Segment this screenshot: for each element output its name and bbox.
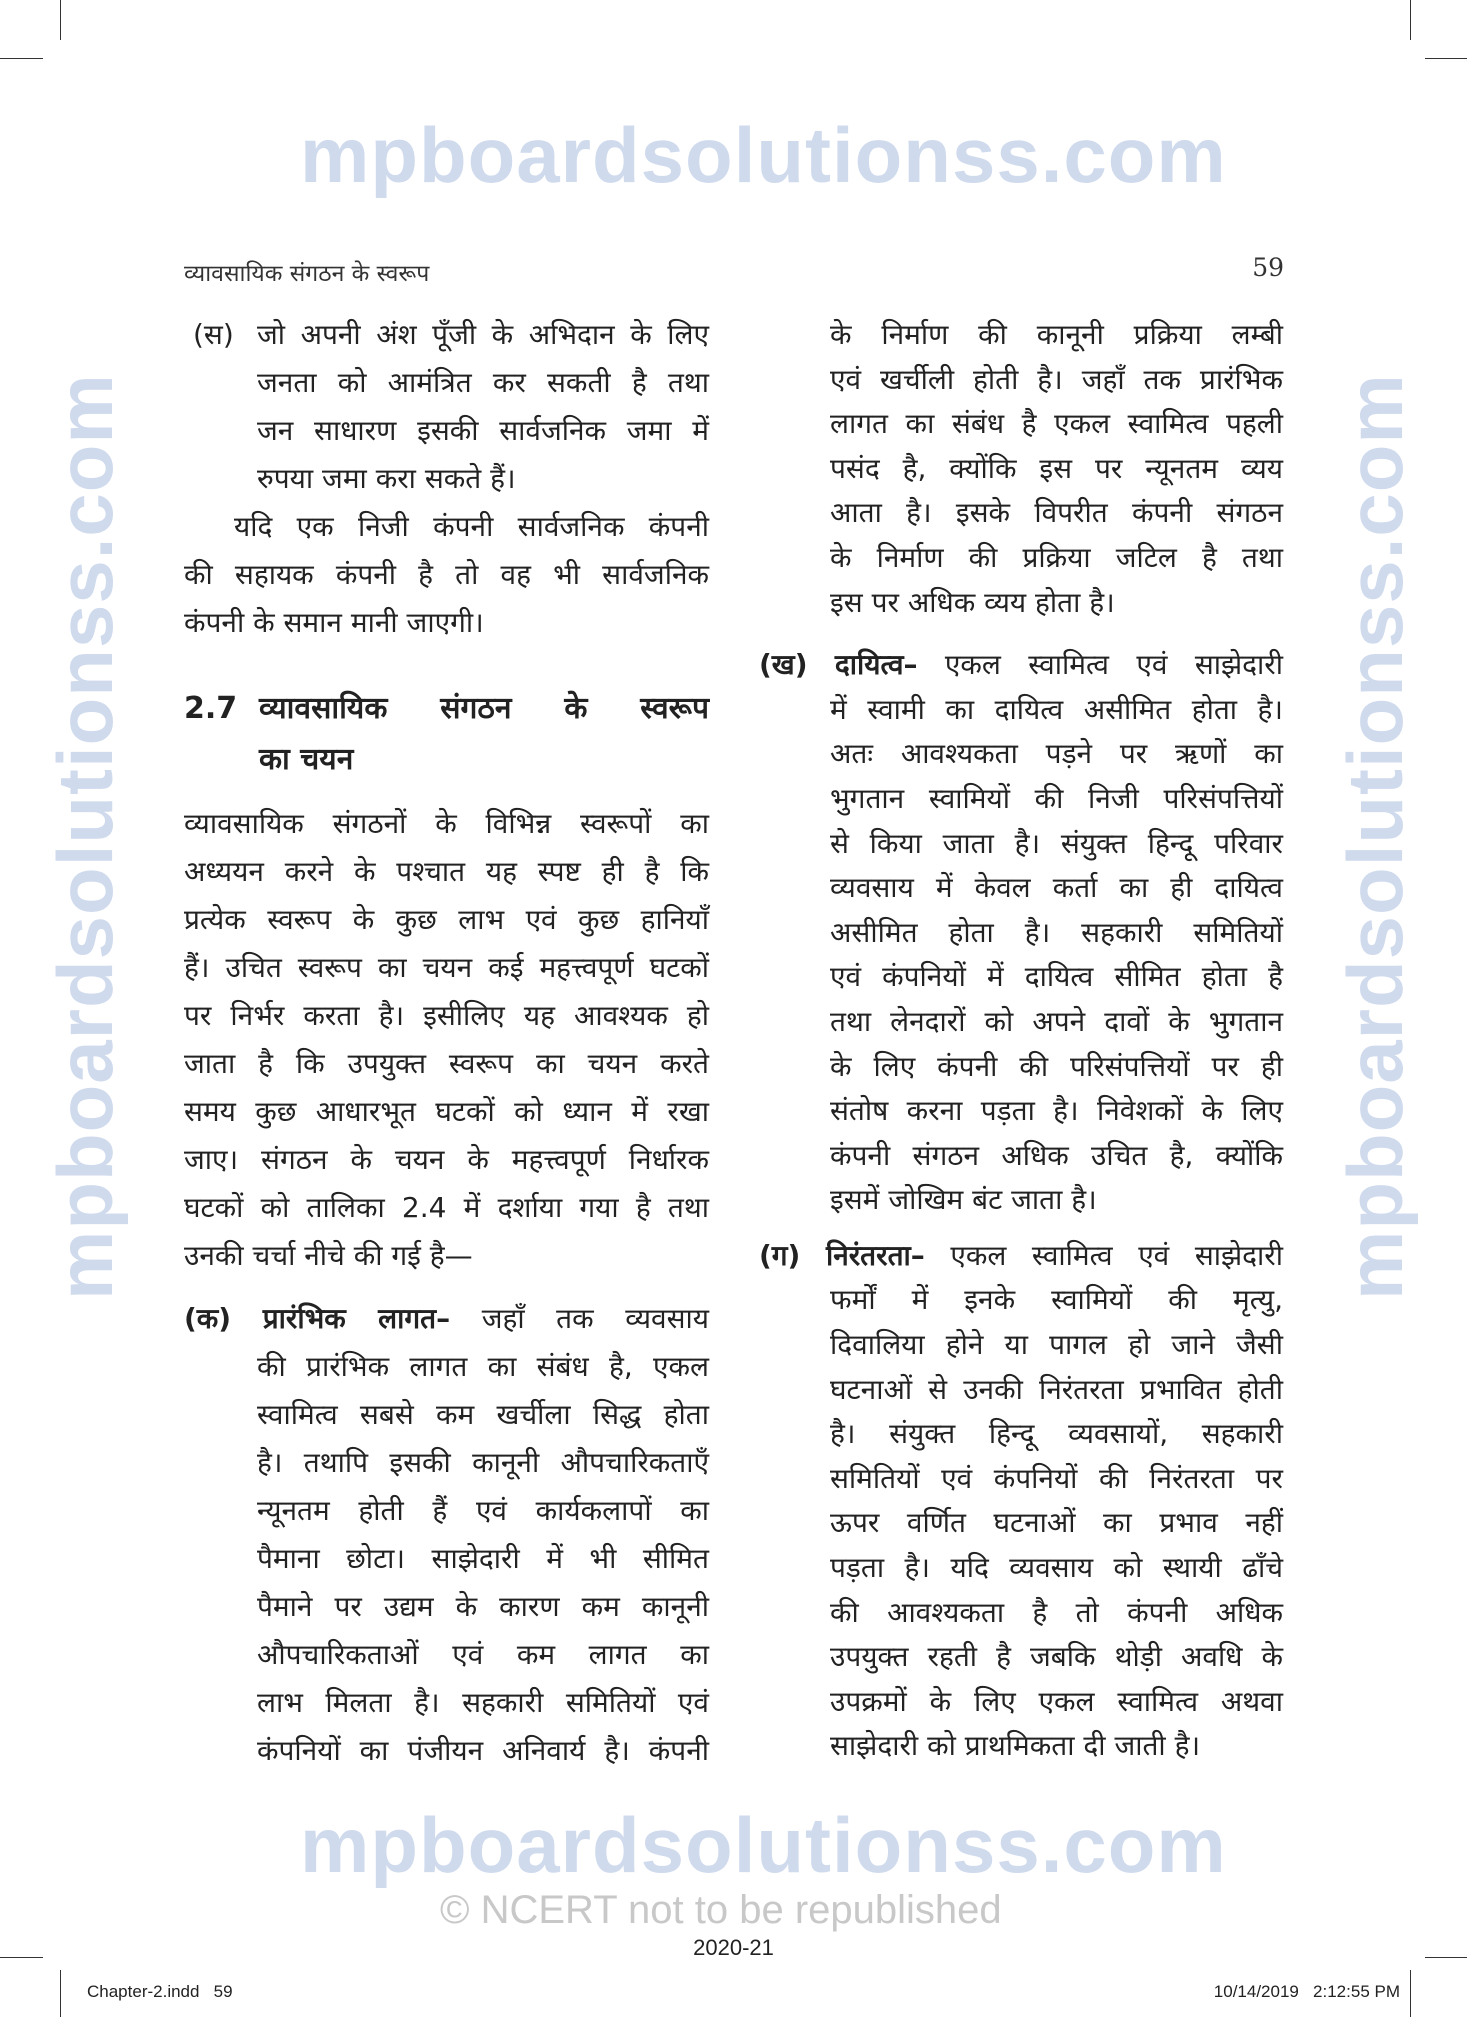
text-line: पैमाने पर उद्यम के कारण कम कानूनी <box>257 1590 709 1623</box>
text-line: दिवालिया होने या पागल हो जाने जैसी <box>830 1328 1283 1362</box>
text-line: प्रत्येक स्वरूप के कुछ लाभ एवं कुछ हानियाँ <box>184 903 709 936</box>
item-label: (स) <box>193 318 234 351</box>
text-line: अध्ययन करने के पश्चात यह स्पष्ट ही है कि <box>184 855 709 888</box>
text-line: घटनाओं से उनकी निरंतरता प्रभावित होती <box>830 1372 1283 1406</box>
text-line: उपयुक्त रहती है जबकि थोड़ी अवधि के <box>830 1640 1283 1674</box>
text-line: घटकों को तालिका 2.4 में दर्शाया गया है तथा <box>184 1191 709 1224</box>
paragraph <box>184 503 709 647</box>
text-line: फर्मों में इनके स्वामियों की मृत्यु, <box>830 1283 1283 1317</box>
text-line: से किया जाता है। संयुक्त हिन्दू परिवार <box>830 826 1283 860</box>
text-line: की आवश्यकता है तो कंपनी अधिक <box>830 1595 1283 1629</box>
section-number: 2.7 <box>184 691 238 726</box>
item-title: दायित्व– <box>834 648 918 682</box>
site-watermark: mpboardsolutionss.com <box>1331 373 1419 1300</box>
item-text: एकल स्वामित्व एवं साझेदारी <box>950 1238 1283 1272</box>
site-watermark: mpboardsolutionss.com <box>300 1801 1227 1889</box>
text-line: की प्रारंभिक लागत का संबंध है, एकल <box>257 1350 709 1383</box>
text-line: है। संयुक्त हिन्दू व्यवसायों, सहकारी <box>830 1417 1283 1451</box>
paragraph <box>184 800 709 1280</box>
text-line: उनकी चर्चा नीचे की गई है— <box>184 1239 473 1272</box>
text-line: जनता को आमंत्रित कर सकती है तथा <box>257 366 709 399</box>
running-title: व्यावसायिक संगठन के स्वरूप <box>184 261 430 287</box>
text-line: कंपनियों का पंजीयन अनिवार्य है। कंपनी <box>257 1734 709 1767</box>
item-label: (ख) <box>759 648 808 682</box>
text-line: पड़ता है। यदि व्यवसाय को स्थायी ढाँचे <box>830 1551 1283 1585</box>
item-s-text <box>257 311 709 503</box>
text-line: एवं कंपनियों में दायित्व सीमित होता है <box>830 960 1283 994</box>
text-line: जाता है कि उपयुक्त स्वरूप का चयन करते <box>184 1047 709 1080</box>
text-line: संतोष करना पड़ता है। निवेशकों के लिए <box>830 1094 1283 1128</box>
crop-mark <box>1410 1970 1411 2017</box>
text-line: इसमें जोखिम बंट जाता है। <box>830 1183 1097 1217</box>
section-heading <box>184 683 709 785</box>
ncert-watermark: © NCERT not to be republished <box>440 1888 1002 1932</box>
item-text: एकल स्वामित्व एवं साझेदारी <box>944 648 1283 682</box>
text-line: लाभ मिलता है। सहकारी समितियों एवं <box>257 1686 709 1719</box>
text-line: व्यवसाय में केवल कर्ता का ही दायित्व <box>830 871 1283 905</box>
right-column <box>759 313 1283 1769</box>
page-number: 59 <box>1252 253 1284 282</box>
text-line: असीमित होता है। सहकारी समितियों <box>830 915 1283 949</box>
academic-year: 2020-21 <box>693 1935 774 1960</box>
item-g <box>759 1234 1283 1769</box>
section-title-line: का चयन <box>259 742 354 777</box>
crop-mark <box>60 1970 61 2017</box>
text-line: तथा लेनदारों को अपने दावों के भुगतान <box>830 1004 1283 1038</box>
text-line: के निर्माण की प्रक्रिया जटिल है तथा <box>830 540 1283 574</box>
item-label: (ग) <box>759 1238 801 1272</box>
item-title: प्रारंभिक लागत– <box>262 1302 451 1335</box>
slug-file: Chapter-2.indd 59 <box>87 1982 233 2001</box>
text-line: साझेदारी को प्राथमिकता दी जाती है। <box>830 1729 1201 1763</box>
text-line: की सहायक कंपनी है तो वह भी सार्वजनिक <box>184 558 709 591</box>
text-line: समय कुछ आधारभूत घटकों को ध्यान में रखा <box>184 1095 709 1128</box>
text-line: समितियों एवं कंपनियों की निरंतरता पर <box>830 1461 1283 1495</box>
text-line: भुगतान स्वामियों की निजी परिसंपत्तियों <box>830 781 1283 815</box>
text-line: कंपनी संगठन अधिक उचित है, क्योंकि <box>830 1138 1283 1172</box>
text-line: के निर्माण की कानूनी प्रक्रिया लम्बी <box>830 318 1283 351</box>
crop-mark <box>1410 0 1411 40</box>
item-g-text <box>759 1278 1283 1769</box>
site-watermark: mpboardsolutionss.com <box>41 373 129 1300</box>
text-line: यदि एक निजी कंपनी सार्वजनिक कंपनी <box>234 510 709 543</box>
item-kh-text <box>759 688 1283 1223</box>
text-line: है। तथापि इसकी कानूनी औपचारिकताएँ <box>257 1446 709 1479</box>
text-line: औपचारिकताओं एवं कम लागत का <box>257 1638 709 1671</box>
text-line: हैं। उचित स्वरूप का चयन कई महत्त्वपूर्ण घटकों <box>184 951 709 984</box>
text-line: एवं खर्चीली होती है। जहाँ तक प्रारंभिक <box>830 362 1283 396</box>
text-line: के लिए कंपनी की परिसंपत्तियों पर ही <box>830 1049 1283 1083</box>
item-text: जहाँ तक व्यवसाय <box>481 1302 710 1335</box>
item-s <box>184 311 709 503</box>
text-line: रुपया जमा करा सकते हैं। <box>257 462 516 495</box>
text-line: पर निर्भर करता है। इसीलिए यह आवश्यक हो <box>184 999 709 1032</box>
text-line: इस पर अधिक व्यय होता है। <box>830 585 1115 619</box>
crop-mark <box>1425 58 1467 59</box>
text-line: में स्वामी का दायित्व असीमित होता है। <box>830 692 1283 726</box>
paragraph <box>759 313 1283 625</box>
item-kh <box>759 643 1283 1223</box>
item-title: निरंतरता– <box>825 1238 925 1272</box>
item-k <box>184 1295 709 1775</box>
text-line: पसंद है, क्योंकि इस पर न्यूनतम व्यय <box>830 451 1283 485</box>
text-line: अतः आवश्यकता पड़ने पर ऋणों का <box>830 737 1283 771</box>
text-line: न्यूनतम होती हैं एवं कार्यकलापों का <box>257 1494 709 1527</box>
text-line: ऊपर वर्णित घटनाओं का प्रभाव नहीं <box>830 1506 1283 1540</box>
text-line: जाए। संगठन के चयन के महत्त्वपूर्ण निर्धारक <box>184 1143 709 1176</box>
left-column <box>184 311 709 1775</box>
site-watermark: mpboardsolutionss.com <box>300 111 1227 199</box>
text-line: कंपनी के समान मानी जाएगी। <box>184 606 484 639</box>
item-label: (क) <box>184 1302 232 1335</box>
text-line: उपक्रमों के लिए एकल स्वामित्व अथवा <box>830 1684 1283 1718</box>
text-line: आता है। इसके विपरीत कंपनी संगठन <box>830 496 1283 530</box>
slug-date: 10/14/2019 2:12:55 PM <box>1213 1982 1400 2001</box>
text-line: जन साधारण इसकी सार्वजनिक जमा में <box>257 414 709 447</box>
text-line: लागत का संबंध है एकल स्वामित्व पहली <box>830 407 1283 441</box>
item-k-text <box>184 1343 709 1775</box>
text-line: जो अपनी अंश पूँजी के अभिदान के लिए <box>257 318 709 351</box>
text-line: स्वामित्व सबसे कम खर्चीला सिद्ध होता <box>257 1398 709 1431</box>
text-line: व्यावसायिक संगठनों के विभिन्न स्वरूपों का <box>184 807 709 840</box>
section-title-line: व्यावसायिक संगठन के स्वरूप <box>259 691 709 726</box>
crop-mark <box>60 0 61 40</box>
crop-mark <box>0 58 43 59</box>
text-line: पैमाना छोटा। साझेदारी में भी सीमित <box>257 1542 709 1575</box>
